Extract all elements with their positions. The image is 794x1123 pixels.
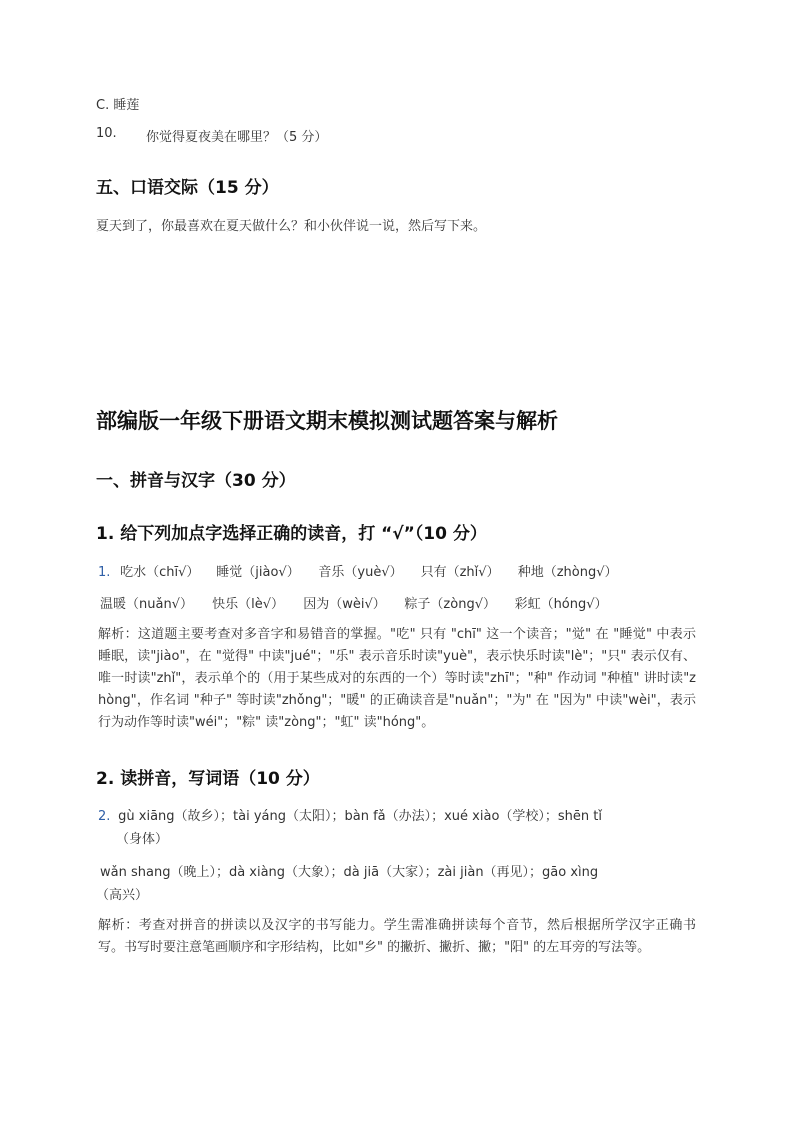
analysis-label: 解析 — [98, 627, 125, 642]
q2-answer-line-2-cont: （高兴） — [96, 888, 149, 903]
option-c: C. 睡莲 — [96, 98, 140, 113]
q1-item: 睡觉（jiào√） — [216, 565, 300, 580]
q1-item: 粽子（zòng√） — [404, 597, 496, 612]
q1-item: 彩虹（hóng√） — [514, 597, 608, 612]
analysis-label: 解析 — [98, 918, 126, 933]
q2-answer-line-1 — [98, 805, 602, 824]
q2-number: 2. — [98, 809, 111, 824]
q1-item: 种地（zhòng√） — [517, 565, 618, 580]
q2-heading: 2. 读拼音，写词语（10 分） — [96, 769, 320, 789]
part-1-heading: 一、拼音与汉字（30 分） — [96, 471, 296, 491]
q1-item: 因为（wèi√） — [303, 597, 386, 612]
q1-item: 快乐（lè√） — [212, 597, 285, 612]
q2-answer-text: gù xiāng（故乡）；tài yáng（太阳）；bàn fǎ（办法）；xué xiào（学校）；shēn tǐ — [118, 809, 602, 824]
q1-item: 温暖（nuǎn√） — [100, 597, 193, 612]
q1-item: 只有（zhǐ√） — [420, 565, 500, 580]
q2-answer-line-2: wǎn shang（晚上）；dà xiàng（大象）；dà jiā（大家）；zài jiàn（再见）；gāo xìng — [100, 865, 599, 880]
q1-answer-row-2 — [100, 593, 608, 612]
q1-answer-row-1 — [98, 561, 618, 580]
q2-answer-line-1-cont: （身体） — [116, 832, 169, 847]
question-10-text: 你觉得夏夜美在哪里？（5 分） — [146, 130, 328, 145]
section-5-prompt: 夏天到了，你最喜欢在夏天做什么？和小伙伴说一说，然后写下来。 — [96, 219, 487, 234]
q1-heading: 1. 给下列加点字选择正确的读音，打 “√”（10 分） — [96, 524, 487, 544]
q1-item: 音乐（yuè√） — [318, 565, 403, 580]
q1-item: 吃水（chī√） — [120, 565, 200, 580]
answers-title: 部编版一年级下册语文期末模拟测试题答案与解析 — [96, 409, 558, 433]
q1-analysis — [98, 624, 696, 734]
q1-number: 1. — [98, 565, 111, 580]
analysis-text: ：考查对拼音的拼读以及汉字的书写能力。学生需准确拼读每个音节，然后根据所学汉字正确书写。书写时要注意笔画顺序和字形结构，比如"乡" 的撇折、撇折、撇；"阳" 的左耳旁的写法等。 — [98, 918, 696, 955]
analysis-text: ：这道题主要考查对多音字和易错音的掌握。"吃" 只有 "chī" 这一个读音；"觉" 在 "睡觉" 中表示睡眠，读"jiào"，在 "觉得" 中读"jué"；"乐" 表示音乐时读"yuè"，表示快乐时读"lè"；"只" 表示仅有、唯一时读"zhǐ"，表示单个的（用于某些成对的东西的一个）等时读"zhī"；"种" 作动词 "种植" 讲时读"zhòng"，作名词 "种子" 等时读"zhǒng"；"暖" 的正确读音是"nuǎn"；"为" 在 "因为" 中读"wèi"，表示行为动作等时读"wéi"；"粽" 读"zòng"；"虹" 读"hóng"。 — [98, 627, 696, 730]
section-5-heading: 五、口语交际（15 分） — [96, 178, 279, 198]
question-10-number: 10. — [96, 126, 117, 141]
q2-analysis — [98, 915, 696, 959]
